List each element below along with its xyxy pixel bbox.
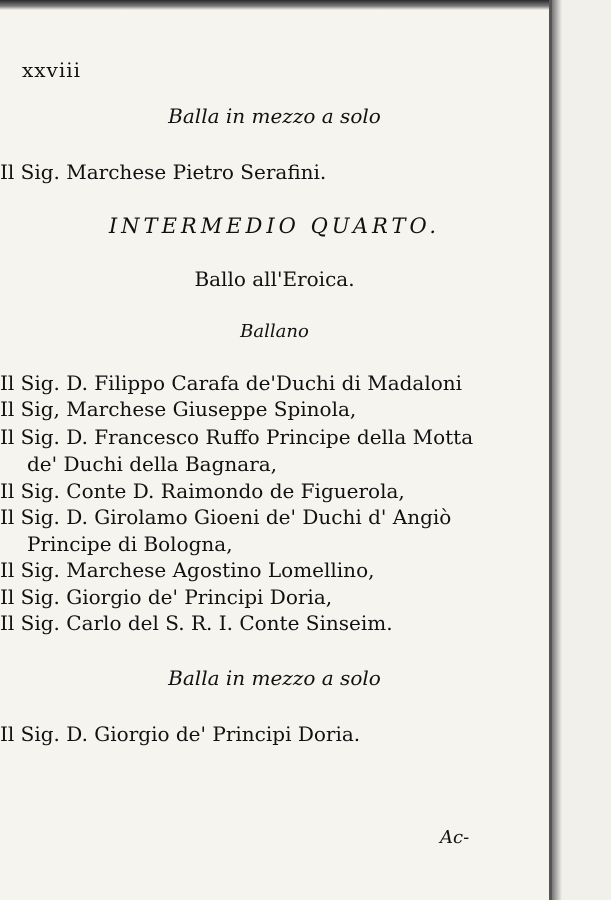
ballano-heading: Ballano	[240, 321, 309, 342]
solo-dancer-line: Il Sig. Marchese Pietro Serafini.	[0, 160, 327, 184]
dancer-line: Il Sig. D. Girolamo Gioeni de' Duchi d' Angiò	[0, 505, 452, 529]
page-number: xxviii	[22, 58, 82, 82]
dancer-line: Il Sig. D. Francesco Ruffo Principe della Motta	[0, 425, 474, 449]
dancer-line-continuation: Principe di Bologna,	[27, 532, 233, 556]
dancer-line: Il Sig. Carlo del S. R. I. Conte Sinseim.	[0, 611, 393, 635]
catchword: Ac-	[440, 827, 470, 848]
solo-dancer-line-2: Il Sig. D. Giorgio de' Principi Doria.	[0, 722, 361, 746]
dancer-line: Il Sig. Giorgio de' Principi Doria,	[0, 585, 333, 609]
dancer-line: Il Sig. Marchese Agostino Lomellino,	[0, 558, 375, 582]
facing-page-edge	[549, 0, 611, 900]
section-title-balla-solo-2: Balla in mezzo a solo	[168, 666, 381, 690]
intermedio-heading: INTERMEDIO QUARTO.	[108, 214, 441, 238]
ballo-title: Ballo all'Eroica.	[194, 267, 355, 291]
dancer-line: Il Sig. Conte D. Raimondo de Figuerola,	[0, 479, 405, 503]
dancer-line-continuation: de' Duchi della Bagnara,	[27, 452, 278, 476]
section-title-balla-solo: Balla in mezzo a solo	[168, 104, 381, 128]
dancer-line: Il Sig. D. Filippo Carafa de'Duchi di Madaloni	[0, 371, 463, 395]
dancer-line: Il Sig, Marchese Giuseppe Spinola,	[0, 397, 357, 421]
